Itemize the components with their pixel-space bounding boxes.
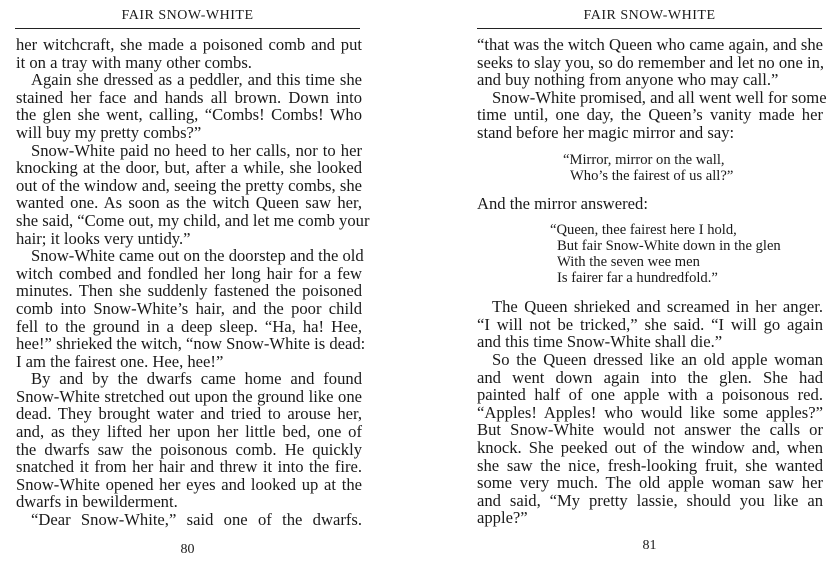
text-line: comb into Snow-White’s hair, and the poor child [16,298,362,318]
text-line: hair; it looks very untidy.” [16,228,191,248]
text-line: fell to the ground in a deep sleep. “Ha, ha! Hee, [16,316,362,336]
text-line: “Dear Snow-White,” said one of the dwarfs. [31,510,362,530]
text-line: painted half of one apple with a poisonous red. [477,385,823,405]
text-line: out of the window and, seeing the pretty combs, she [16,175,362,195]
page-number: 80 [180,542,195,557]
verse-line: “Queen, thee fairest here I hold, [550,222,737,239]
text-line: Snow-White came out on the doorstep and the old [31,246,364,266]
text-line: Again she dressed as a peddler, and this time she [31,70,362,90]
verse-mirror-question [563,152,823,184]
text-line: some very much. The old apple woman saw her [477,473,823,493]
text-line: Snow-White opened her eyes and looked up at the [16,474,362,494]
text-line: snatched it from her hair and threw it into the fire. [16,457,362,477]
text-line: minutes. Then she suddenly fastened the poisoned [16,281,362,301]
text-line: and buy nothing from anyone who may call.” [477,70,779,90]
right-page [420,0,838,563]
verse-mirror-answer [550,222,823,286]
text-line: dwarfs in bewilderment. [16,492,178,512]
text-line: it on a tray with many other combs. [16,52,252,72]
text-line: the glen she went, calling, “Combs! Combs! Who [16,105,362,125]
text-line: By and by the dwarfs came home and found [31,369,362,389]
text-line: and said, “My pretty lassie, should you like an [477,490,823,510]
text-line: And the mirror answered: [477,193,648,213]
text-line: Snow-White promised, and all went well for some [492,87,827,107]
verse-line: “Mirror, mirror on the wall, [563,151,725,168]
header-rule [15,28,360,29]
page-body [477,35,827,528]
text-line: knock. She peeked out of the window and, when [477,437,823,457]
text-line: I am the fairest one. Hee, hee!” [16,351,224,371]
verse-line: Is fairer far a hundredfold.” [557,270,718,287]
verse-line: Who’s the fairest of us all?” [570,167,734,184]
running-head: FAIR SNOW-WHITE [121,8,254,23]
text-line: “I will not be tricked,” she said. “I will go again [477,314,823,334]
header-rule [477,28,822,29]
text-line: Snow-White stretched out upon the ground like one [16,386,362,406]
text-line: “that was the witch Queen who came again, and she [477,35,823,54]
text-line: But Snow-White would not answer the calls or [477,420,823,440]
text-line: and, as they lifted her upon her little bed, one of [16,422,362,442]
page-body [16,35,370,530]
text-line: “Apples! Apples! who would like some apples?” [477,402,823,422]
text-line: Snow-White paid no heed to her calls, nor to her [31,140,362,160]
text-line: she said, “Come out, my child, and let me comb your [16,210,370,230]
text-line: stand before her magic mirror and say: [477,122,735,142]
page-number: 81 [642,538,657,553]
text-line: knocking at the door, but, after a while, she looked [16,158,362,178]
text-line: will buy my pretty combs?” [16,122,202,142]
verse-line: With the seven wee men [557,254,700,271]
text-line: stained her face and hands all brown. Down into [16,87,362,107]
text-line: time until, one day, the Queen’s vanity made her [477,105,823,125]
text-line: dead. They brought water and tried to arouse her, [16,404,362,424]
text-line: the dwarfs saw the poisonous comb. He quickly [16,439,362,459]
text-line: seeks to slay you, so do remember and let no one in, [477,52,825,72]
text-line: apple?” [477,508,528,528]
text-line: The Queen shrieked and screamed in her anger. [492,297,823,317]
text-line: and this time Snow-White shall die.” [477,332,723,352]
text-line: her witchcraft, she made a poisoned comb and put [16,35,362,54]
text-line: So the Queen dressed like an old apple woman [492,349,823,369]
text-line: witch combed and fondled her long hair for a few [16,263,362,283]
verse-line: But fair Snow-White down in the glen [557,238,781,255]
text-line: hee!” shrieked the witch, “now Snow-White is dead: [16,334,366,354]
text-line: she saw the nice, fresh-looking fruit, she wanted [477,455,823,475]
running-head: FAIR SNOW-WHITE [583,8,716,23]
text-line: wanted one. As soon as the witch Queen saw her, [16,193,362,213]
paragraphs-after-verse [477,298,823,527]
text-line: and went down again into the glen. She had [477,367,823,387]
